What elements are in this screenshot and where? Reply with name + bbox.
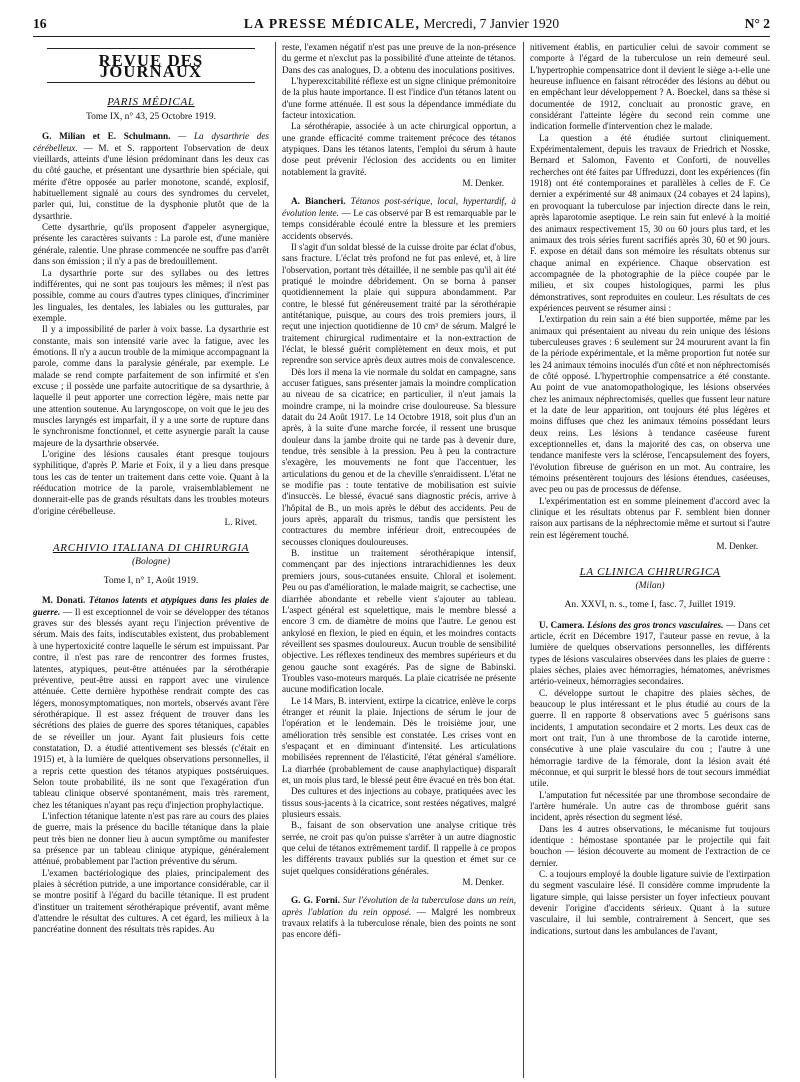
article-title: Tétanos latents et atypiques dans les plaies de guerre.: [33, 595, 269, 617]
article-paragraph: U. Camera. Lésions des gros troncs vasculaires. — Dans cet article, écrit en Décembre 1917, l'auteur passe en revue, à la lumière de quelques observations personnelles, les différents types de lésions vasculaires observées dans les plaies de guerre : plaies sèches, plaies avec hémorragies, hématomes, anévrismes artério-veineux, hémorragies secondaires.: [530, 619, 770, 687]
volume-line: An. XXVI, n. s., tome I, fasc. 7, Juillet 1919.: [564, 600, 736, 611]
volume-line: Tome IX, n° 43, 25 Octobre 1919.: [85, 112, 217, 123]
article-paragraph: B. institue un traitement sérothérapique intensif, commençant par des injections intrarachidiennes les deux premiers jours, sous-cutanées ensuite. Chloral et isolement. Peu ou pas d'amélioration, le malade maigrit, se cachectise, une diarrhée abondante et rebelle vient s'ajouter au tableau. L'aspect général est squelettique, mais le membre blessé a encore 3 cm. de diamètre de moins que l'autre. Le genou est ankylosé en flexion, le pied en équin, et les moindres contacts réveillent ses spasmes douloureux. Aucun trouble de sensibilité objective. Les réflexes tendineux des membres supérieurs et du genou gauche sont exagérés. Pas de signe de Babinski. Troubles vaso-moteurs marqués. La plaie cicatrisée ne présente aucune modification locale.: [282, 548, 516, 695]
article-paragraph: L'expérimentation est en somme pleinement d'accord avec la clinique et les résultats obtenus par F. semblent bien donner raison aux partisans de la néphrectomie même et surtout si l'autre rein est légèrement touché.: [530, 495, 770, 540]
article-paragraph: C. développe surtout le chapitre des plaies sèches, de beaucoup le plus intéressant et le plus étudié au cours de la guerre. Il en rapporte 8 observations avec 5 guérisons sans incidents, 1 amputation secondaire et 2 morts. Les deux cas de mort ont trait, l'un à une thrombose de la carotide interne, consécutive à une plaie vasculaire du cou ; l'autre à une hémorragie tardive de la fémorale, dont la lésion avait été méconnue, et qui surprit le blessé hors de tout secours immédiat utile.: [530, 687, 770, 789]
issue-number: N° 2: [744, 16, 770, 31]
journal-heading: PARIS MÉDICAL: [107, 95, 195, 108]
running-title: [33, 16, 770, 32]
article-title: Sur l'évolution de la tuberculose dans un rein, après l'ablation du rein opposé.: [282, 895, 516, 917]
article-paragraph: Dès lors il mena la vie normale du soldat en campagne, sans accuser fatigues, sans présenter jamais la moindre complication au niveau de sa cicatrice; en particulier, il n'eut jamais la moindre crampe, ni la moindre crise douloureuse. Sa blessure datait du 24 Août 1917. Le 14 Octobre 1918, soit plus d'un an après, à la suite d'une marche forcée, il ressent une brusque douleur dans la jambe droite qui ne tarde pas à devenir dure, tendue, très sensible à la pression. Peu à peu la contracture s'exagère, les mouvements ne font que l'accentuer, les articulations du genou et de la cheville s'enraidissent. L'état ne se modifie pas : toute tentative de mobilisation est suivie d'insuccès. Le blessé, évacué sans diagnostic précis, arrive à l'hôpital de B., un mois après le début des accidents. Peu de jours après, apparaît du trismus, tandis que persistent les contractures du membre inférieur droit, entrecoupées de secousses cloniques douloureuses.: [282, 366, 516, 547]
page-header: [33, 16, 770, 37]
column-rule: [275, 42, 276, 1078]
article-paragraph: L'infection tétanique latente n'est pas rare au cours des plaies de guerre, mais la présence du bacille tétanique dans la plaie peut très bien ne donner lieu à aucun symptôme ou manifester sa présence par un tableau clinique atypique, généralement atténué, probablement par l'action préventive du sérum.: [33, 810, 269, 867]
article-paragraph: C. a toujours employé la double ligature suivie de l'extirpation du segment vasculaire lésé. Il considère comme imprudente la ligature simple, qui laisse persister un foyer infectieux pouvant devenir l'origine d'accidents sérieux. Quant à la suture vasculaire, il lui semble, contrairement à Sencert, que ses indications, surtout dans les ambulances de l'avant,: [530, 869, 770, 936]
article-paragraph: A. Biancheri. Tétanos post-sérique, local, hypertardif, à évolution lente. — Le cas observé par B est remarquable par le temps considérable écoulé entre la blessure et les premiers accidents observés.: [282, 196, 516, 241]
column-middle: [282, 42, 516, 1078]
article-paragraph: La dysarthrie porte sur des syllabes ou des lettres indifférentes, qui ne sont pas toujours les mêmes; il n'est pas possible, comme au cours d'autres types cliniques, d'incriminer les linguales, les dentales, les labiales ou les gutturales, par exemple.: [33, 267, 269, 323]
article-paragraph: Il y a impossibilité de parler à voix basse. La dysarthrie est constante, mais son intensité varie avec la fatigue, avec les émotions. Il n'y a aucun trouble de la mimique accompagnant la parole, comme dans la paralysie générale, par exemple. Le malade se rend compte parfaitement de son infirmité et s'en excuse ; il possède une parfaite autocritique de sa dysarthrie, à laquelle il peut apporter une correction légère, mais nette par une attention soutenue. Au laryngoscope, on voit que le jeu des muscles laryngés est imparfait, il y a une sorte de rupture dans le synchronisme fonctionnel, et cette asynergie paraît la cause majeure de la dysarthrie observée.: [33, 324, 269, 448]
page-number: 16: [33, 16, 47, 31]
article-paragraph: Le 14 Mars, B. intervient, extirpe la cicatrice, enlève le corps étranger et réunit la plaie. Injections de sérum le jour de l'opération et le lendemain. Dès le troisième jour, une amélioration très sensible est constatée. Les crises vont en s'espaçant et en diminuant d'intensité. Les articulations mobilisées reprennent de l'élasticité, l'état général s'améliore. La diarrhée (probablement de cause anaphylactique) disparaît et, un mois plus tard, le blessé peut être évacué en très bon état.: [282, 695, 516, 785]
article-paragraph: La sérothérapie, associée à un acte chirurgical opportun, a une grande efficacité comme traitement précoce des tétanos atypiques. Dans les tétanos latents, l'emploi du sérum à haute dose peut prévenir l'éclosion des accidents ou en limiter notablement la gravité.: [282, 121, 516, 177]
article-paragraph: Cette dysarthrie, qu'ils proposent d'appeler asynergique, présente les caractères suivants : La parole est, d'une manière générale, ralentie. Une phrase commencée ne souffre pas d'arrêt dans son émission ; il n'y a pas de bredouillement.: [33, 222, 269, 267]
article-paragraph: Dans les 4 autres observations, le mécanisme fut toujours identique : hémostase spontanée par le projectile qui fait bouchon — lésion découverte au moment de l'extraction de ce dernier.: [530, 823, 770, 868]
journal-name: LA PRESSE MÉDICALE,: [243, 16, 421, 31]
journal-city: (Bologne): [132, 556, 170, 567]
article-paragraph: M. Donati. Tétanos latents et atypiques dans les plaies de guerre. — Il est exceptionnel de voir se développer des tétanos graves sur des blessés ayant reçu l'injection préventive de sérum. Mais des faits, indiscutables existent, dus probablement à une hypertoxicité contre laquelle le sérum est impuissant. Par contre, il n'est pas rare de rencontrer des formes frustes, latentes, atypiques, peut-être atténuées par la sérothérapie préventive, peut-être aussi en rapport avec une virulence atténuée. Cette dernière hypothèse rendrait compte des cas légers, monosymptomatiques, non mortels, observés avant l'ère sérothérapique. Il est assez fréquent de trouver dans les sécrétions des plaies de guerre des spores tétaniques, capables de se réveiller un jour. Ayant fait plusieurs fois cette constatation, D. a étudié attentivement ses blessés (c'était en 1915) et, à la lumière de quelques observations personnelles, il a repris cette question des tétanos atypiques postséruiques. Selon toute probabilité, ils ne sont que l'exagération d'un tableau clinique observé spontanément, mais très rarement, chez les tétaniques n'ayant pas reçu d'injection prophylactique.: [33, 595, 269, 810]
article-title: — La dysarthrie des cérébelleux.: [33, 131, 269, 153]
article-title: Tétanos post-sérique, local, hypertardif, à évolution lente.: [282, 196, 516, 218]
article-title: Lésions des gros troncs vasculaires.: [587, 619, 724, 630]
article-paragraph: reste, l'examen négatif n'est pas une preuve de la non-présence du germe et n'exclut pas la possibilité d'une atteinte de tétanos. Dans des cas analogues, D. a obtenu des inoculations positives.: [282, 42, 516, 75]
volume-line: Tome I, n° 1, Août 1919.: [103, 576, 199, 587]
signature: M. Denker.: [462, 877, 504, 888]
column-rule: [523, 42, 524, 1078]
article-paragraph: L'origine des lésions causales étant presque toujours syphilitique, d'après P. Marie et Foix, il y a lieu dans presque tous les cas de tenter un traitement dans cette voie. Quant à la rééducation motrice de la parole, vraisemblablement ne donnerait-elle pas de grands résultats dans les troubles moteurs d'origine cérébelleuse.: [33, 449, 269, 516]
column-left: [33, 42, 269, 1078]
journal-heading: ARCHIVIO ITALIANA DI CHIRURGIA: [52, 542, 250, 555]
column-right: [530, 42, 770, 1078]
journal-city: (Milan): [635, 580, 665, 591]
article-paragraph: Des cultures et des injections au cobaye, pratiquées avec les tissus sous-jacents à la cicatrice, sont restées négatives, malgré plusieurs essais.: [282, 786, 516, 820]
journal-heading: LA CLINICA CHIRURGICA: [579, 566, 721, 579]
article-paragraph: L'examen bactériologique des plaies, principalement des plaies à sécrétion putride, a une importance considérable, car il se montre positif à l'égard du bacille tétanique. Il est prudent d'instituer un traitement sérothérapique préventif, avant même d'attendre le résultat des cultures. A cet égard, les milieux à la pancréatine donnent des résultats très rapides. Au: [33, 867, 269, 935]
article-paragraph: L'amputation fut nécessitée par une thrombose secondaire de l'artère humérale. Un autre cas de thrombose guérit sans incident, après résection du segment lésé.: [530, 789, 770, 823]
article-author: M. Donati.: [42, 595, 86, 606]
article-author: A. Biancheri.: [291, 196, 346, 207]
section-title: REVUE DES JOURNAUX: [47, 48, 255, 83]
signature: M. Denker.: [462, 178, 504, 189]
article-author: U. Camera.: [539, 619, 585, 630]
signature: M. Denker.: [716, 541, 758, 552]
article-paragraph: L'hyperexcitabilité réflexe est un signe clinique prémonitoire de la plus haute importance. Il est l'indice d'un tétanos latent ou d'une forme atténuée. Il est sous la dépendance immédiate du facteur intoxication.: [282, 76, 516, 121]
signature: L. Rivet.: [224, 517, 257, 528]
article-paragraph: Il s'agit d'un soldat blessé de la cuisse droite par éclat d'obus, sans fracture. L'éclat très profond ne fut pas enlevé, et, à lire l'observation, portant très détaillée, il ne semble pas qu'il ait été pratiqué le moindre débridement. On se borna à panser quotidiennement la plaie qui suppura abondamment. Par contre, le blessé fut généreusement traité par la sérothérapie antitétanique, puisque, au cours des trois premiers jours, il reçut une injection quotidienne de 10 cm³ de sérum. Malgré le traitement chirurgical rudimentaire et la non-extraction de l'éclat, le blessé guérit complètement en deux mois, et put reprendre son service après deux autres mois de convalescence.: [282, 241, 516, 366]
article-paragraph: B., faisant de son observation une analyse critique très serrée, ne croit pas qu'on puisse s'arrêter à un autre diagnostic que celui de tétanos extrêmement tardif. Il rappelle à ce propos les différents travaux publiés sur la question et émet sur ce sujet quelques considérations générales.: [282, 820, 516, 876]
article-paragraph: L'extirpation du rein sain a été bien supportée, même par les animaux qui présentaient au niveau du rein unique des lésions tuberculeuses graves : 6 seulement sur 24 moururent avant la fin de la période expérimentale, et la même proportion fut notée sur les 24 animaux témoins inoculés d'un côté et non néphrectomisés de côté opposé. L'hypertrophie compensatrice a été constante. Au point de vue anatomopathologique, les lésions observées chez les animaux néphrectomisés, quelles que fussent leur nature et la date de leur apparition, ont toujours été plus légères et moins diffuses que chez les animaux témoins possédant leurs deux reins. Les lésions à tendance caséeuse furent exceptionnelles et, dans la majorité des cas, on observa une tendance manifeste vers la sclérose, l'encapsulement des foyers, l'évolution fibreuse de guérison en un mot. Au contraire, les témoins présentèrent toujours des lésions étendues, caséeuses, avec peu ou pas de processus de défense.: [530, 314, 770, 495]
article-paragraph: La question a été étudiée surtout cliniquement. Expérimentalement, depuis les travaux de Friedrich et Nosske, Bernard et Salomon, Favento et Conforti, de nouvelles recherches ont été faites par Uffreduzzi, dont les expériences (fin 1918) ont été contemporaines et parallèles à celles de F. Ce dernier a expérimenté sur 48 animaux (24 cobayes et 24 lapins), en provoquant la tuberculose par injection directe dans le rein, après laparotomie aseptique. Le rein sain fut enlevé à la moitié des animaux respectivement 15, 30 ou 60 jours plus tard, et les animaux des trois séries furent sacrifiés après 30, 60 et 90 jours. F. expose en détail dans son mémoire les résultats obtenus sur chaque animal en expérience. Chaque observation est accompagnée de la photographie de la pièce coupée par le milieu, et six coupes histologiques, parmi les plus démonstratives, sont reproduites en couleur. Les résultats de ces expériences peuvent se résumer ainsi :: [530, 132, 770, 313]
article-paragraph: G. Milian et E. Schulmann. — La dysarthrie des cérébelleux. — M. et S. rapportent l'observation de deux vieillards, atteints d'une lésion prédominant dans les deux cas du côté gauche, et présentant une dysarthrie bien spéciale, qui mérite d'être opposée au parler monotone, scandé, explosif, habituellement signalé au cours des syndromes du cervelet, parler qui, lui, constitue de la dysphonie plutôt que de la dysarthrie.: [33, 131, 269, 221]
article-author: G. G. Forni.: [291, 895, 340, 906]
article-paragraph: G. G. Forni. Sur l'évolution de la tuberculose dans un rein, après l'ablation du rein opposé. — Malgré les nombreux travaux relatifs à la tuberculose rénale, bien des points ne sont pas encore défi-: [282, 895, 516, 940]
issue-date: Mercredi, 7 Janvier 1920: [423, 16, 560, 31]
article-paragraph: nitivement établis, en particulier celui de savoir comment se comporte à l'égard de la tuberculose un rein demeuré seul. L'hypertrophie compensatrice dont il devient le siège a-t-elle une heureuse influence en faisant rétrocéder des lésions au début ou en empêchant leur développement ? A. Boeckel, dans sa thèse si documentée de 1912, concluait au pronostic grave, en considérant l'atteinte légère du second rein comme une indication formelle d'intervention chez le malade.: [530, 42, 770, 132]
article-author: G. Milian et E. Schulmann.: [42, 131, 171, 142]
